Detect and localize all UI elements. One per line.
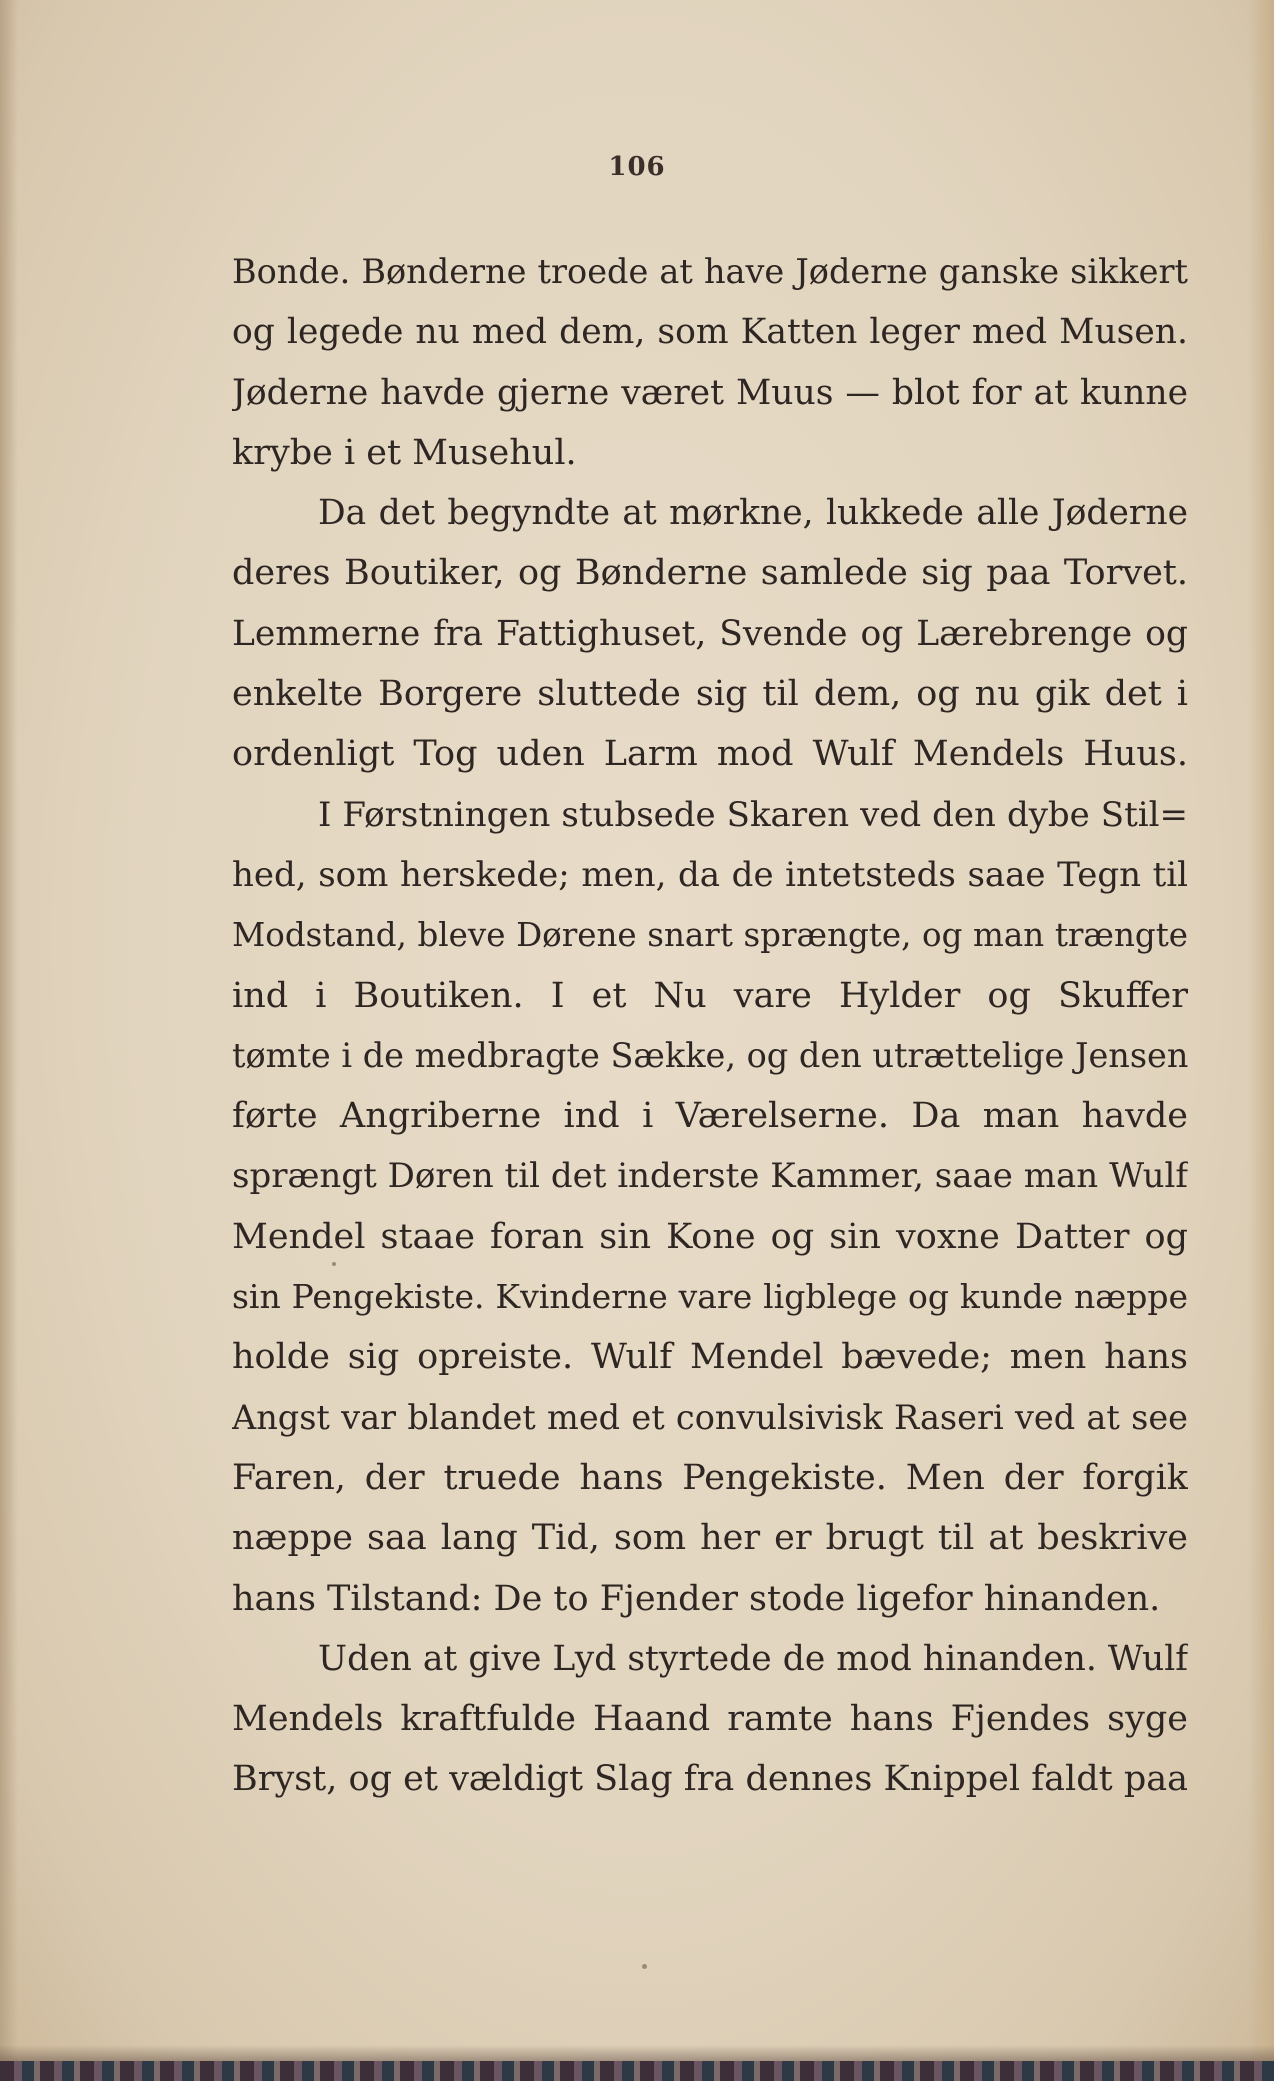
text-line: ind i Boutiken. I et Nu vare Hylder og Skuffer: [232, 975, 1188, 1016]
text-line: næppe saa lang Tid, som her er brugt til at beskrive: [232, 1518, 1188, 1559]
text-line: Mendels kraftfulde Haand ramte hans Fjendes syge: [232, 1699, 1188, 1740]
text-line: førte Angriberne ind i Værelserne. Da man havde: [232, 1096, 1188, 1137]
text-line: Modstand, bleve Dørene snart sprængte, og man trængte: [232, 916, 1188, 955]
text-line: deres Boutiker, og Bønderne samlede sig paa Torvet.: [232, 553, 1188, 594]
body-text: [232, 242, 1188, 1810]
binding-shadow: [0, 2045, 1274, 2061]
page-edge-right: [1248, 0, 1274, 2081]
text-line: ordenligt Tog uden Larm mod Wulf Mendels Huus.: [232, 734, 1188, 775]
text-line: krybe i et Musehul.: [232, 432, 577, 473]
page-number: 106: [608, 152, 666, 182]
text-line: tømte i de medbragte Sække, og den utrættelige Jensen: [232, 1035, 1188, 1075]
text-line: Lemmerne fra Fattighuset, Svende og Lærebrenge og: [232, 613, 1188, 654]
binding-strip: [0, 2061, 1274, 2081]
text-line: Da det begyndte at mørkne, lukkede alle Jøderne: [318, 493, 1188, 534]
text-line: Bryst, og et vældigt Slag fra dennes Knippel faldt paa: [232, 1759, 1188, 1800]
text-line: hed, som herskede; men, da de intetsteds saae Tegn til: [232, 854, 1188, 895]
paper-speck: [332, 1262, 336, 1266]
text-line: hans Tilstand: De to Fjender stode ligefor hinanden.: [232, 1578, 1161, 1619]
text-line: Jøderne havde gjerne været Muus — blot for at kunne: [232, 372, 1188, 413]
text-line: enkelte Borgere sluttede sig til dem, og nu gik det i: [232, 674, 1188, 715]
text-line: I Førstningen stubsede Skaren ved den dybe Stil=: [318, 794, 1188, 835]
text-line: Faren, der truede hans Pengekiste. Men der forgik: [232, 1457, 1188, 1498]
text-line: sin Pengekiste. Kvinderne vare ligblege og kunde næppe: [232, 1277, 1188, 1317]
text-line: Uden at give Lyd styrtede de mod hinanden. Wulf: [318, 1638, 1188, 1679]
text-line: Mendel staae foran sin Kone og sin voxne Datter og: [232, 1216, 1188, 1257]
text-line: og legede nu med dem, som Katten leger med Musen.: [232, 312, 1188, 353]
text-line: holde sig opreiste. Wulf Mendel bævede; men hans: [232, 1337, 1188, 1378]
text-line: sprængt Døren til det inderste Kammer, saae man Wulf: [232, 1156, 1188, 1197]
text-line: Bonde. Bønderne troede at have Jøderne ganske sikkert: [232, 252, 1188, 291]
page-edge-left: [0, 0, 18, 2081]
paper-speck: [642, 1964, 647, 1969]
text-line: Angst var blandet med et convulsivisk Raseri ved at see: [232, 1397, 1188, 1437]
